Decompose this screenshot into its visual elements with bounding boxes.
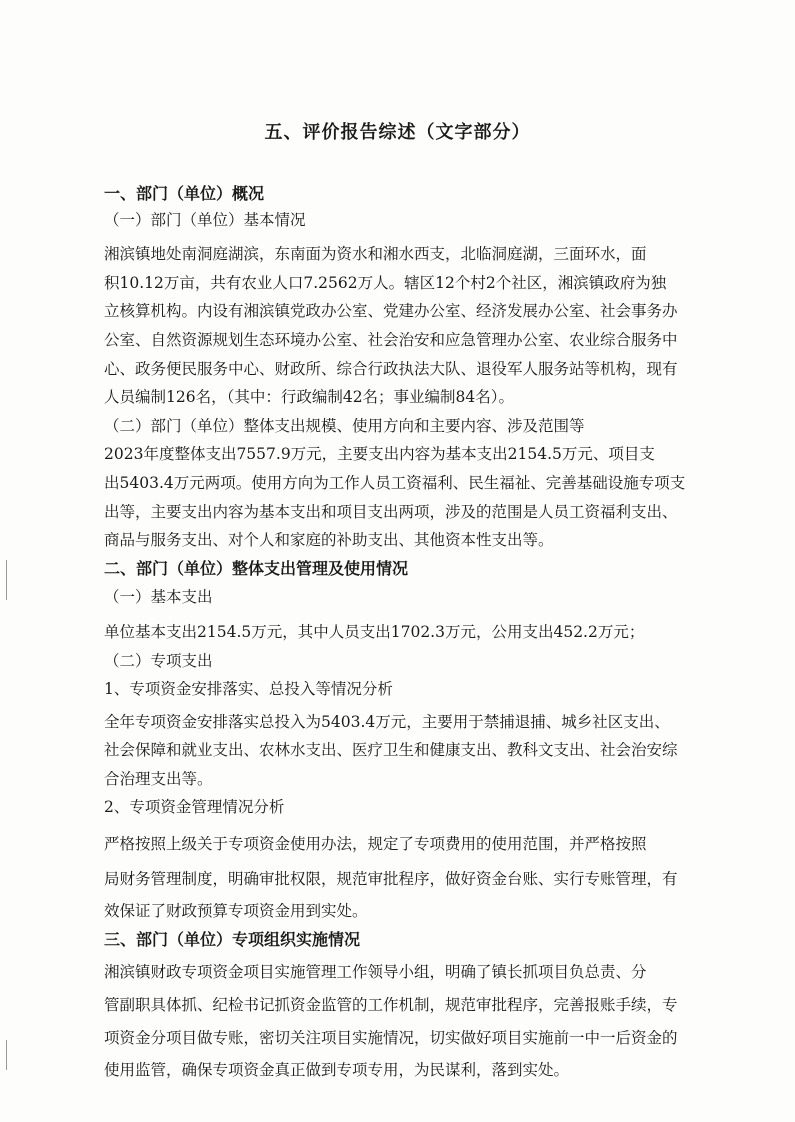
paragraph-line: 立核算机构。内设有湘滨镇党政办公室、党建办公室、经济发展办公室、社会事务办 <box>104 302 678 321</box>
paragraph-line: 出5403.4万元两项。使用方向为工作人员工资福利、民生福祉、完善基础设施专项支 <box>104 473 686 492</box>
paragraph-line: 公室、自然资源规划生态环境办公室、社会治安和应急管理办公室、农业综合服务中 <box>104 330 678 349</box>
paragraph-line: 管副职具体抓、纪检书记抓资金监管的工作机制，规范审批程序，完善报账手续，专 <box>104 996 678 1015</box>
section-heading: 二、部门（单位）整体支出管理及使用情况 <box>104 558 409 578</box>
paragraph-line: 项资金分项目做专账，密切关注项目实施情况，切实做好项目实施前一中一后资金的 <box>104 1028 678 1047</box>
scan-edge-mark <box>6 560 7 600</box>
paragraph-line: 湘滨镇财政专项资金项目实施管理工作领导小组，明确了镇长抓项目负总责、分 <box>104 963 647 982</box>
paragraph-line: 心、政务便民服务中心、财政所、综合行政执法大队、退役军人服务站等机构，现有 <box>104 359 678 378</box>
paragraph-line: 效保证了财政预算专项资金用到实处。 <box>104 902 368 921</box>
subsection-heading: （一）部门（单位）基本情况 <box>104 210 306 229</box>
document-title: 五、评价报告综述（文字部分） <box>264 122 531 143</box>
paragraph-line: 使用监管，确保专项资金真正做到专项专用，为民谋利，落到实处。 <box>104 1061 570 1080</box>
subsection-heading: 2、专项资金管理情况分析 <box>104 798 285 817</box>
paragraph-line: 人员编制126名，（其中：行政编制42名；事业编制84名）。 <box>104 388 515 407</box>
scan-edge-mark <box>6 1040 7 1070</box>
paragraph-line: 单位基本支出2154.5万元，其中人员支出1702.3万元，公用支出452.2万元； <box>104 622 645 641</box>
section-heading: 一、部门（单位）概况 <box>104 184 265 203</box>
paragraph-line: 商品与服务支出、对个人和家庭的补助支出、其他资本性支出等。 <box>104 531 554 550</box>
paragraph-line: 2023年度整体支出7557.9万元，主要支出内容为基本支出2154.5万元、项目支 <box>104 445 655 464</box>
paragraph-line: 出等，主要支出内容为基本支出和项目支出两项，涉及的范围是人员工资福利支出、 <box>104 502 678 521</box>
subsection-heading: （二）部门（单位）整体支出规模、使用方向和主要内容、涉及范围等 <box>104 416 585 435</box>
subsection-heading: （二）专项支出 <box>104 651 213 670</box>
paragraph-line: 湘滨镇地处南洞庭湖滨，东南面为资水和湘水西支，北临洞庭湖，三面环水，面 <box>104 245 647 264</box>
paragraph-line: 全年专项资金安排落实总投入为5403.4万元，主要用于禁捕退捕、城乡社区支出、 <box>104 712 670 731</box>
subsection-heading: （一）基本支出 <box>104 588 213 607</box>
document-body <box>104 180 744 1085</box>
subsection-heading: 1、专项资金安排落实、总投入等情况分析 <box>104 680 393 699</box>
paragraph-line: 积10.12万亩，共有农业人口7.2562万人。辖区12个村2个社区，湘滨镇政府为独 <box>104 273 667 292</box>
paragraph-line: 严格按照上级关于专项资金使用办法，规定了专项费用的使用范围，并严格按照 <box>104 835 647 854</box>
section-heading: 三、部门（单位）专项组织实施情况 <box>104 929 361 949</box>
paragraph-line: 社会保障和就业支出、农林水支出、医疗卫生和健康支出、教科文支出、社会治安综 <box>104 741 678 760</box>
paragraph-line: 合治理支出等。 <box>104 769 213 788</box>
paragraph-line: 局财务管理制度，明确审批权限，规范审批程序，做好资金台账、实行专账管理，有 <box>104 869 678 888</box>
